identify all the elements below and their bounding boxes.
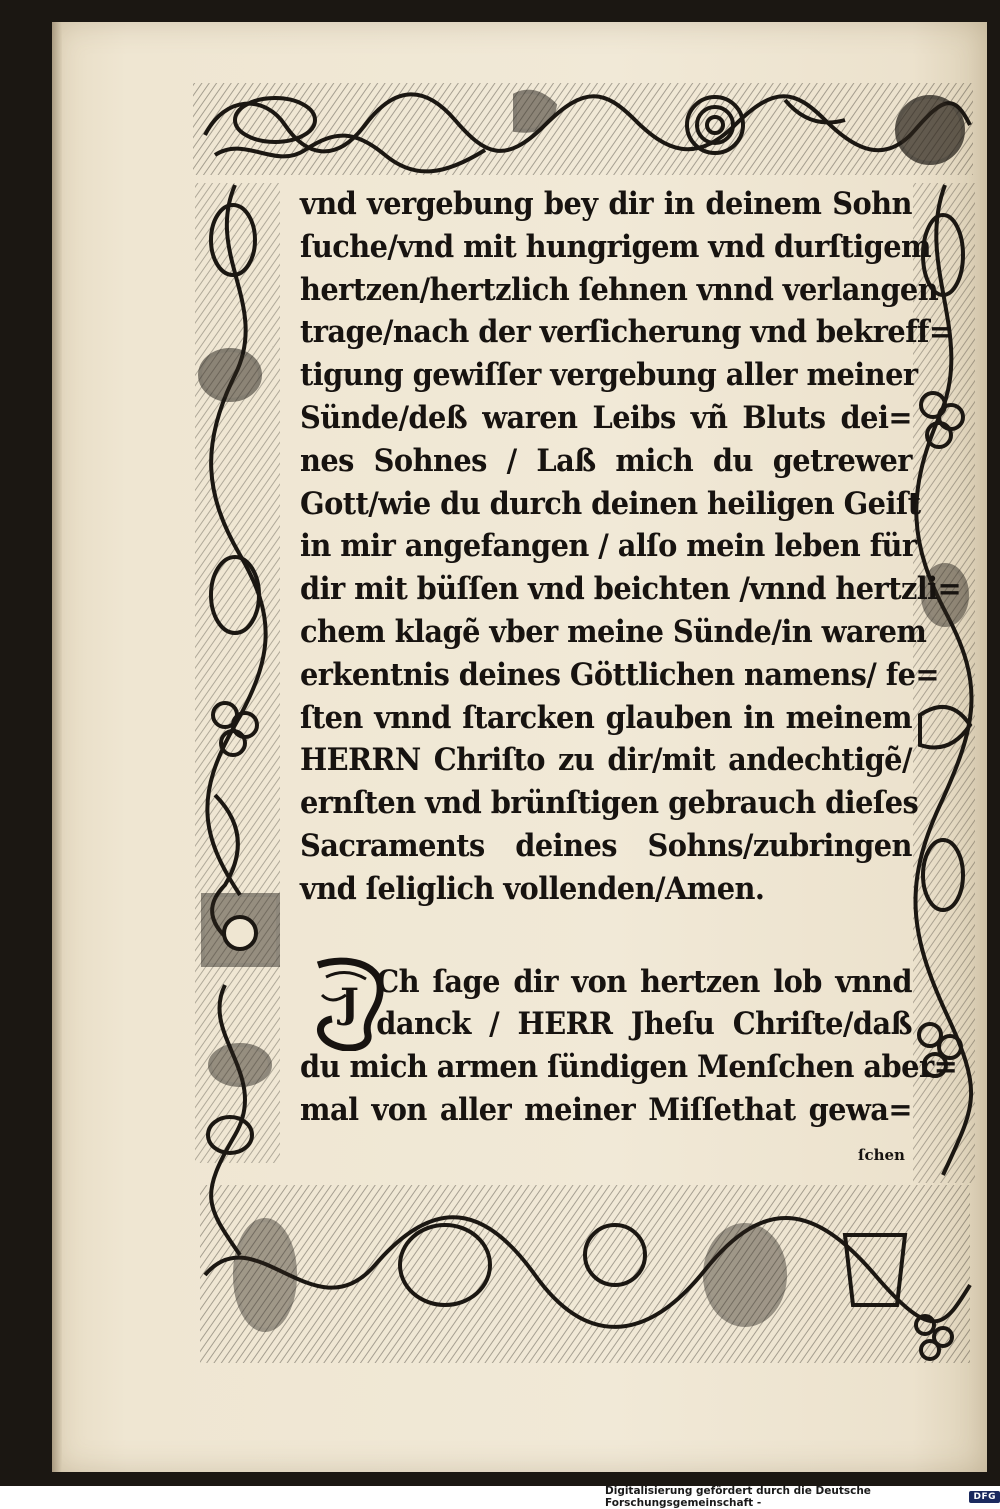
text-line: ernſten vnd brünſtigen gebrauch dieſes (300, 785, 919, 822)
footer-credit (605, 1484, 1000, 1509)
text-line: vnd vergebung bey dir in deinem Sohn (300, 186, 912, 222)
paragraph-2 (300, 961, 958, 1132)
paragraph-1 (300, 183, 962, 911)
dfg-logo-icon: DFG (969, 1491, 1000, 1503)
text-line: trage/nach der verſicherung vnd bekreff= (300, 314, 953, 351)
footer-text: Digitalisierung gefördert durch die Deutsche Forschungsgemeinschaft - (605, 1484, 871, 1509)
text-line: danck / HERR Jheſu Chriſte/daß (376, 1006, 912, 1043)
text-line: in mir angefangen / alſo mein leben für (300, 528, 917, 565)
left-ornament (195, 183, 280, 1255)
text-line: chem klagẽ vber meine Sünde/in warem (300, 613, 927, 650)
text-line: du mich armen ſündigen Menſchen aber= (300, 1049, 958, 1086)
text-line: HERRN Chriſto zu dir/mit andechtigẽ/ (300, 742, 912, 779)
text-line: nes Sohnes / Laß mich du getrewer (300, 442, 912, 479)
bottom-ornament (200, 1185, 970, 1363)
text-line: Sünde/deß waren Leibs vñ Bluts dei= (300, 399, 912, 436)
page-edge (52, 22, 62, 1472)
text-line: tigung gewiſſer vergebung aller meiner (300, 357, 918, 394)
text-line: ſten vnnd ſtarcken glauben in meinem (300, 699, 912, 736)
text-line: mal von aller meiner Miſſethat gewa= (300, 1091, 912, 1128)
text-line: erkentnis deines Göttlichen namens/ fe= (300, 656, 939, 693)
catchword: ſchen (858, 1146, 905, 1164)
text-line: vnd ſeliglich vollenden/Amen. (300, 870, 765, 907)
text-line: ſuche/vnd mit hungrigem vnd durſtigem (300, 228, 931, 265)
svg-text:J: J (340, 979, 359, 1027)
text-line: Gott/wie du durch deinen heiligen Geiſt (300, 485, 921, 522)
top-ornament (193, 83, 973, 175)
text-line: Ch ſage dir von hertzen lob vnnd (376, 963, 912, 1000)
text-line: hertzen/hertzlich ſehnen vnnd verlangen (300, 271, 939, 308)
text-line: dir mit büſſen vnd beichten /vnnd hertzli= (300, 571, 962, 608)
text-block (300, 183, 962, 1132)
text-line: Sacraments deines Sohns/zubringen (300, 827, 912, 864)
